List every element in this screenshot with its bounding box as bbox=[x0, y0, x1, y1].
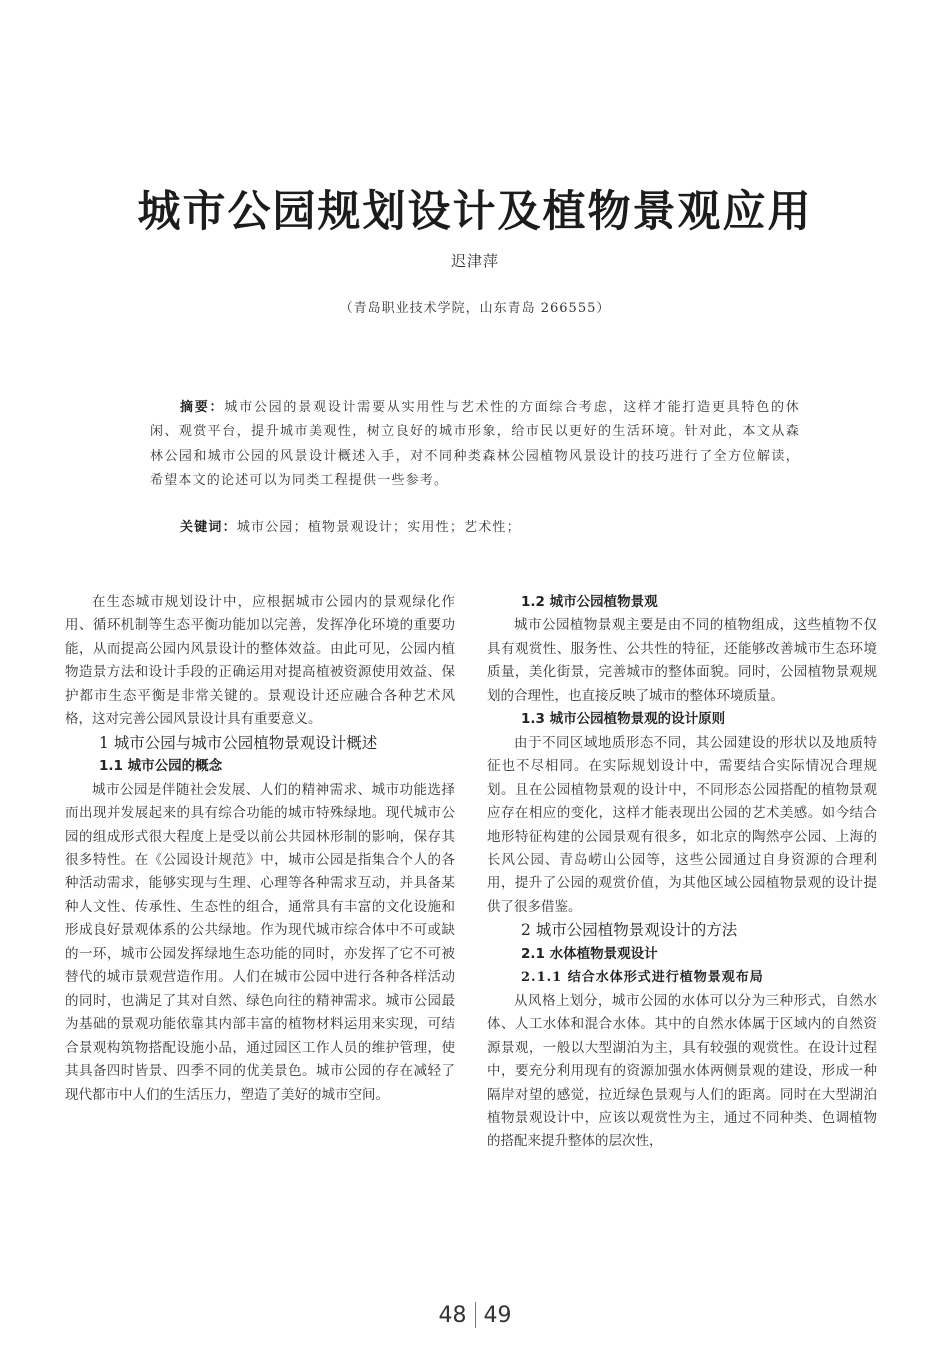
keywords-label: 关键词： bbox=[180, 520, 237, 535]
abstract-label: 摘要： bbox=[180, 400, 225, 415]
subsection-heading-1-2: 1.2 城市公园植物景观 bbox=[521, 594, 658, 610]
paragraph-2-1-1: 从风格上划分，城市公园的水体可以分为三种形式，自然水体、人工水体和混合水体。其中的自然水体属于区域内的自然资源景观，一般以大型湖泊为主，具有较强的观赏性。在设计过程中，要充分利用现有的资源加强水体两侧景观的建设，形成一种隔岸对望的感觉，拉近绿色景观与人们的距离。同时在大型湖泊植物景观设计中，应该以观赏性为主，通过不同种类、色调植物的搭配来提升整体的层次性， bbox=[487, 992, 877, 1150]
keywords-block bbox=[180, 516, 800, 540]
subsubsection-heading-2-1-1: 2.1.1 结合水体形式进行植物景观布局 bbox=[521, 970, 764, 986]
paragraph-1-3: 由于不同区域地质形态不同，其公园建设的形状以及地质特征也不尽相同。在实际规划设计中，需要结合实际情况合理规划。且在公园植物景观的设计中，不同形态公园搭配的植物景观应存在相应的变化，这样才能表现出公园的艺术美感。如今结合地形特征构建的公园景观有很多，如北京的陶然亭公园、上海的长风公园、青岛崂山公园等，这些公园通过自身资源的合理利用，提升了公园的观赏价值，为其他区域公园植物景观的设计提供了很多借鉴。 bbox=[487, 734, 877, 915]
paragraph-1-1: 城市公园是伴随社会发展、人们的精神需求、城市功能选择而出现并发展起来的具有综合功能的城市特殊绿地。现代城市公园的组成形式很大程度上是受以前公共园林形制的影响，保存其很多特性。在《公园设计规范》中，城市公园是指集合个人的各种活动需求，能够实现与生理、心理等各种需求互动，并具备某种人文性、传承性、生态性的组合，通常具有丰富的文化设施和形成良好景观体系的公共绿地。作为现代城市综合体中不可或缺的一环，城市公园发挥绿地生态功能的同时，亦发挥了它不可被替代的城市景观营造作用。人们在城市公园中进行各种各样活动的同时，也满足了其对自然、绿色向往的精神需求。城市公园最为基础的景观功能依靠其内部丰富的植物材料运用来实现，可结合景观构筑物搭配设施小品，通过园区工作人员的维护管理，使其具备四时皆景、四季不同的优美景色。城市公园的存在减轻了现代都市中人们的生活压力，塑造了美好的城市空间。 bbox=[65, 781, 455, 1103]
page-number-divider bbox=[475, 1302, 476, 1328]
abstract-text: 城市公园的景观设计需要从实用性与艺术性的方面综合考虑，这样才能打造更具特色的休闲、观赏平台，提升城市美观性，树立良好的城市形象，给市民以更好的生活环境。针对此，本文从森林公园和城市公园的风景设计概述入手，对不同种类森林公园植物风景设计的技巧进行了全方位解读，希望本文的论述可以为同类工程提供一些参考。 bbox=[150, 400, 800, 488]
section-heading-1: 1 城市公园与城市公园植物景观设计概述 bbox=[99, 733, 378, 752]
subsection-heading-1-1: 1.1 城市公园的概念 bbox=[99, 758, 223, 775]
abstract-block bbox=[150, 396, 800, 493]
page-number-left: 48 bbox=[438, 1302, 467, 1328]
page-number-right: 49 bbox=[483, 1302, 512, 1328]
subsection-heading-2-1: 2.1 水体植物景观设计 bbox=[521, 945, 658, 962]
intro-paragraph: 在生态城市规划设计中，应根据城市公园内的景观绿化作用、循环机制等生态平衡功能加以完善，发挥净化环境的重要功能，从而提高公园内风景设计的整体效益。由此可见，公园内植物造景方法和设计手段的正确运用对提高植被资源使用效益、保护都市生态平衡是非常关键的。景观设计还应融合各种艺术风格，这对完善公园风景设计具有重要意义。 bbox=[65, 594, 455, 728]
body-left-column bbox=[65, 591, 455, 1107]
keywords-text: 城市公园；植物景观设计；实用性；艺术性； bbox=[236, 520, 521, 535]
article-title: 城市公园规划设计及植物景观应用 bbox=[137, 187, 813, 237]
page-numbers bbox=[0, 1302, 950, 1328]
author-name: 迟津萍 bbox=[450, 252, 499, 270]
section-heading-2: 2 城市公园植物景观设计的方法 bbox=[521, 921, 738, 940]
paragraph-1-2: 城市公园植物景观主要是由不同的植物组成，这些植物不仅具有观赏性、服务性、公共性的特征，还能够改善城市生态环境质量，美化街景，完善城市的整体面貌。同时，公园植物景观规划的合理性，也直接反映了城市的整体环境质量。 bbox=[487, 617, 877, 704]
body-right-column bbox=[487, 591, 877, 1154]
author-affiliation: （青岛职业技术学院，山东青岛 266555） bbox=[339, 301, 611, 316]
subsection-heading-1-3: 1.3 城市公园植物景观的设计原则 bbox=[521, 711, 726, 728]
